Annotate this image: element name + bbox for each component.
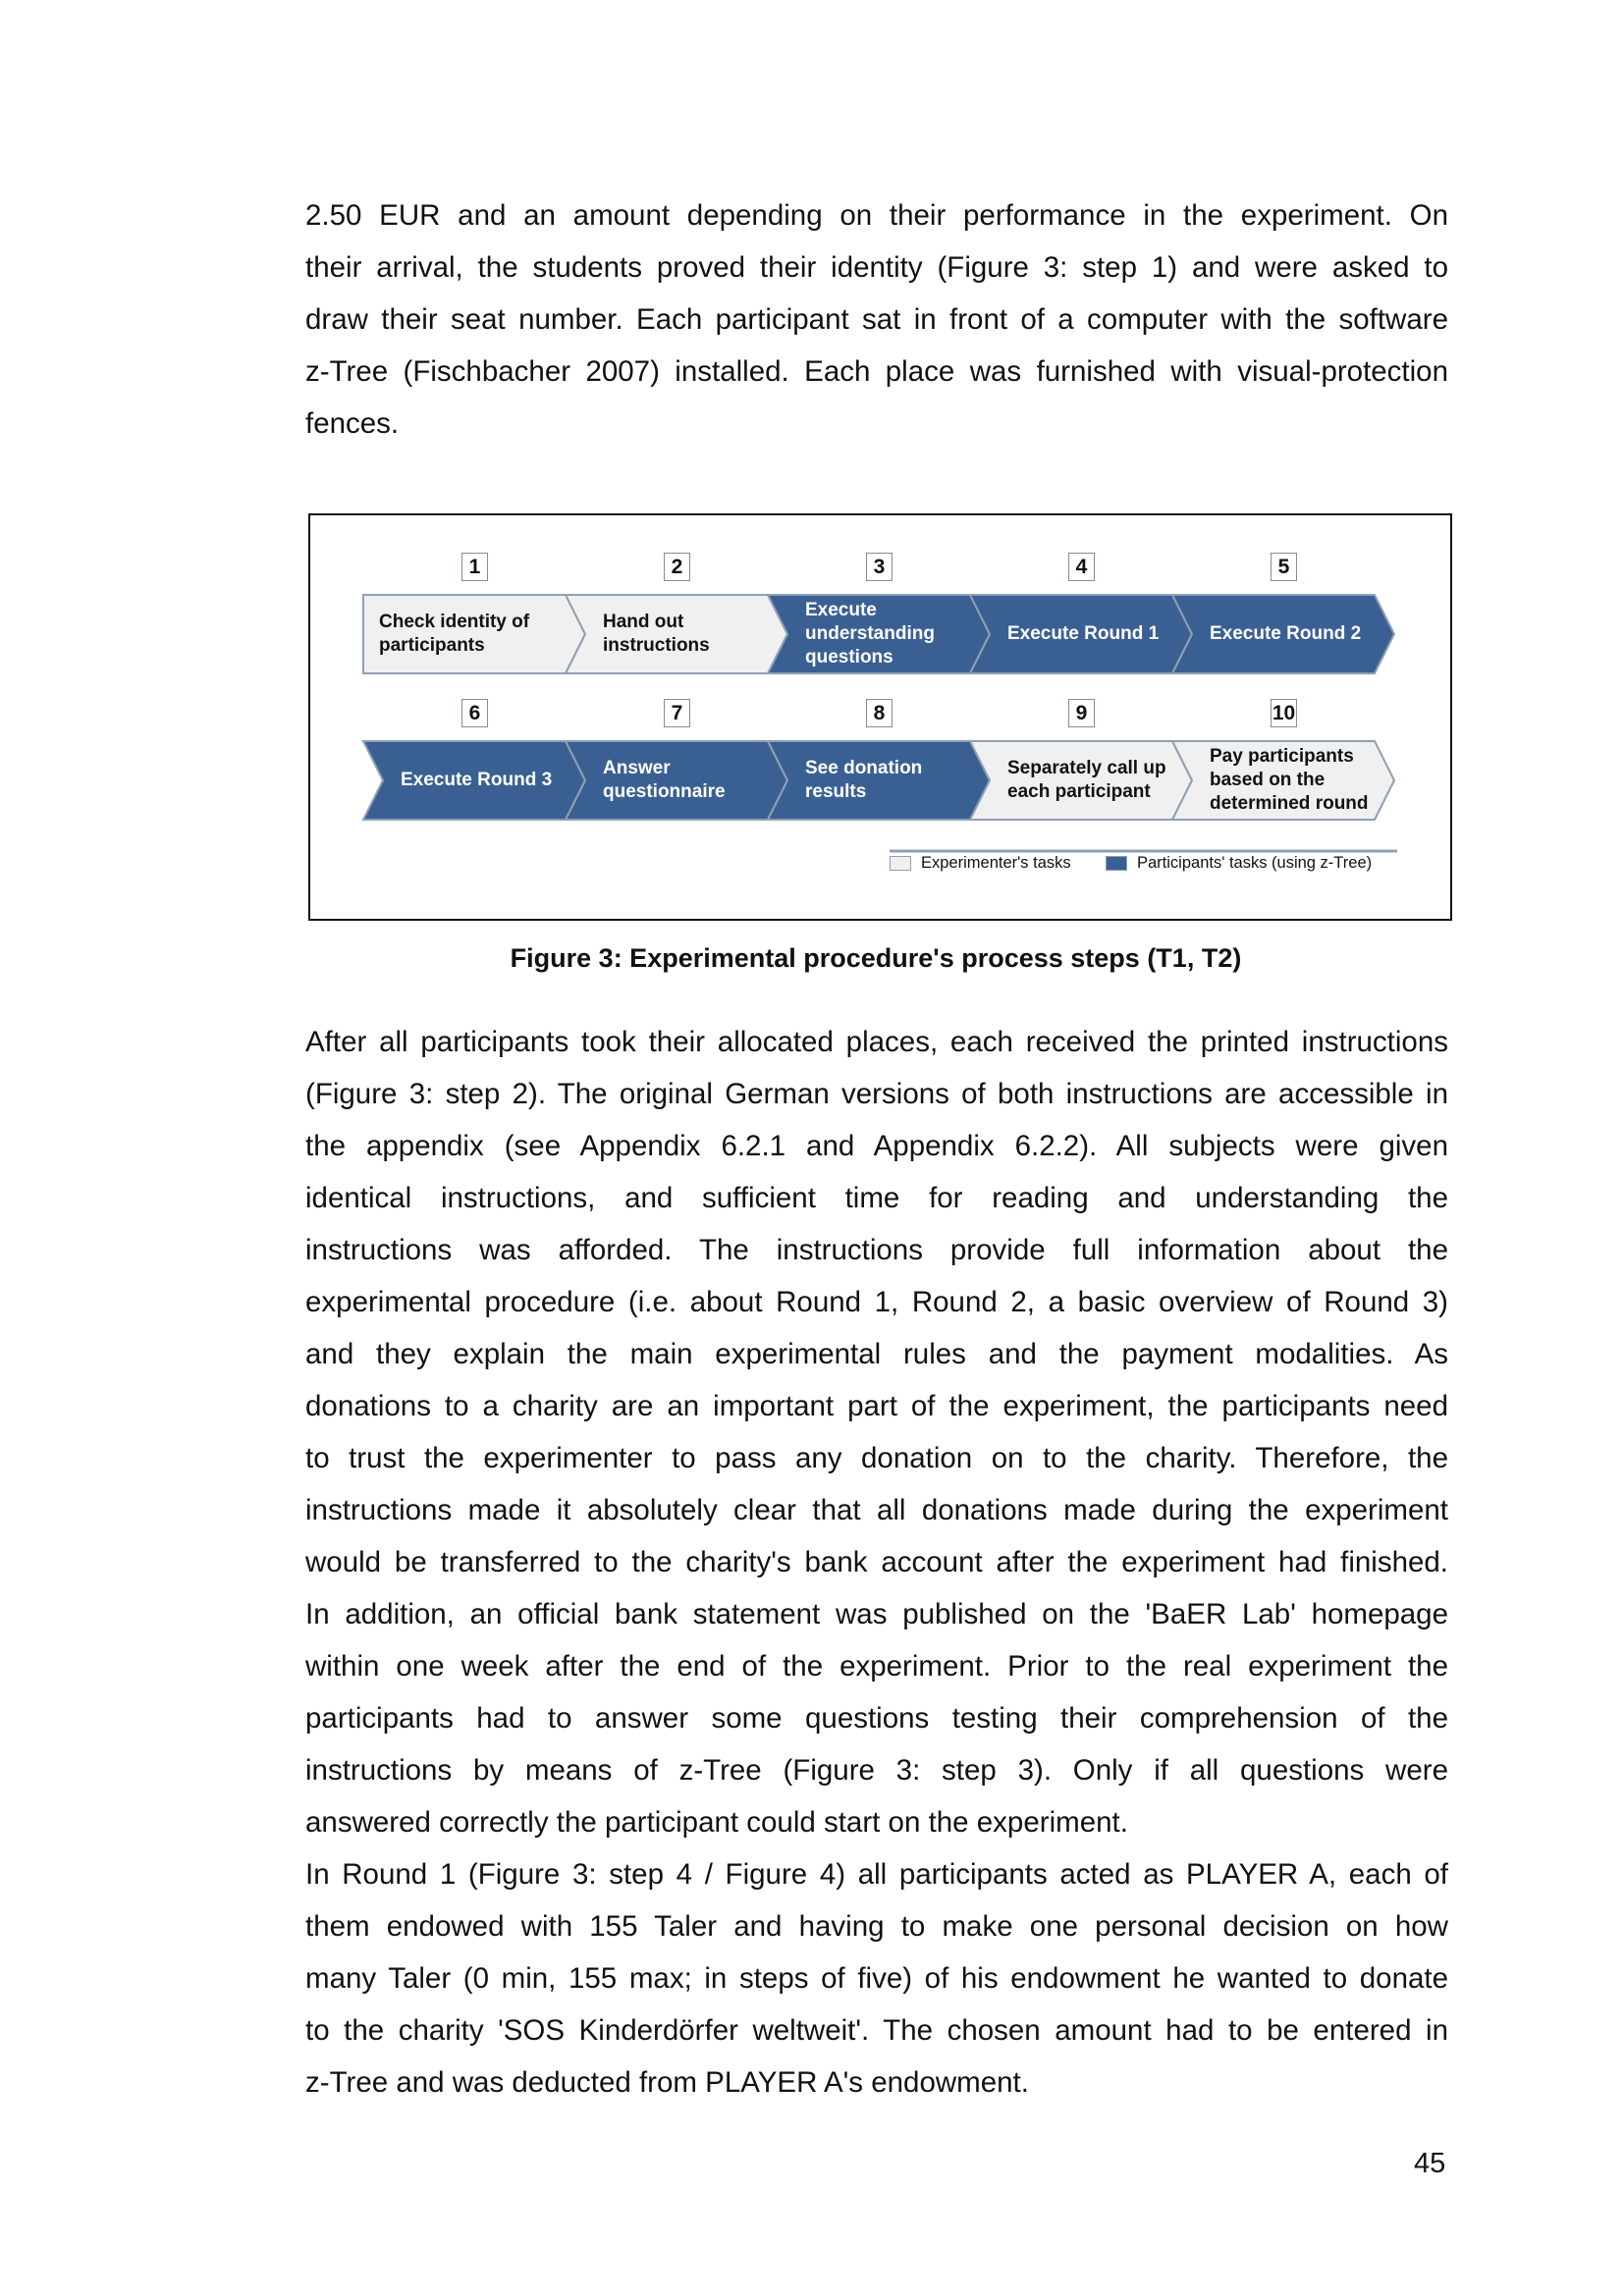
text-line: (Figure 3: step 2). The original German versions of both instructions are accessible in — [305, 1078, 1448, 1110]
step-label-10: Pay participants based on the determined round — [1210, 746, 1369, 814]
text-line: donations to a charity are an important part of the experiment, the participants need — [305, 1390, 1448, 1422]
step-number-7: 7 — [664, 699, 690, 727]
step-number-4: 4 — [1068, 553, 1095, 581]
legend-label-experimenter: Experimenter's tasks — [921, 854, 1071, 872]
step-label-2: Hand out instructions — [603, 612, 710, 656]
text-line: After all participants took their allocated places, each received the printed instructions — [305, 1026, 1448, 1058]
step-number-6: 6 — [461, 699, 488, 727]
step-label-6: Execute Round 3 — [401, 770, 553, 790]
text-line: z-Tree (Fischbacher 2007) installed. Each place was furnished with visual-protection — [305, 355, 1448, 388]
text-line: them endowed with 155 Taler and having to make one personal decision on how — [305, 1910, 1448, 1943]
page-number: 45 — [1414, 2148, 1446, 2179]
paragraph-2 — [305, 1016, 1448, 1848]
text-line: many Taler (0 min, 155 max; in steps of five) of his endowment he wanted to donate — [305, 1962, 1448, 1995]
step-number-9: 9 — [1068, 699, 1095, 727]
text-line: instructions by means of z-Tree (Figure 3: step 3). Only if all questions were — [305, 1754, 1448, 1787]
legend-participant — [1106, 854, 1372, 873]
paragraph-3 — [305, 1848, 1448, 2109]
step-label-4: Execute Round 1 — [1007, 623, 1160, 644]
text-line: instructions was afforded. The instructions provide full information about the — [305, 1234, 1448, 1266]
step-number-3: 3 — [866, 553, 893, 581]
text-line: experimental procedure (i.e. about Round 1, Round 2, a basic overview of Round 3) — [305, 1286, 1448, 1318]
step-label-5: Execute Round 2 — [1210, 623, 1362, 644]
text-line: would be transferred to the charity's bank account after the experiment had finished. — [305, 1546, 1448, 1578]
step-number-2: 2 — [664, 553, 690, 581]
legend-swatch-participant — [1106, 856, 1127, 871]
text-line: to the charity 'SOS Kinderdörfer weltweit'. The chosen amount had to be entered in — [305, 2014, 1448, 2047]
text-line: and they explain the main experimental rules and the payment modalities. As — [305, 1338, 1448, 1370]
text-line: In Round 1 (Figure 3: step 4 / Figure 4) all participants acted as PLAYER A, each of — [305, 1858, 1448, 1891]
text-line: draw their seat number. Each participant sat in front of a computer with the software — [305, 303, 1448, 336]
step-number-8: 8 — [866, 699, 893, 727]
process-chevrons — [0, 0, 1624, 982]
text-line: 2.50 EUR and an amount depending on their performance in the experiment. On — [305, 199, 1448, 232]
step-label-8: See donation results — [805, 758, 923, 802]
step-label-3: Execute understanding questions — [805, 600, 935, 667]
text-line: to trust the experimenter to pass any donation on to the charity. Therefore, the — [305, 1442, 1448, 1474]
text-line: z-Tree and was deducted from PLAYER A's endowment. — [305, 2066, 1029, 2099]
text-line: instructions made it absolutely clear that all donations made during the experiment — [305, 1494, 1448, 1526]
text-line: participants had to answer some questions testing their comprehension of the — [305, 1702, 1448, 1735]
text-line: fences. — [305, 407, 400, 440]
step-label-7: Answer questionnaire — [603, 758, 726, 802]
text-line: the appendix (see Appendix 6.2.1 and Appendix 6.2.2). All subjects were given — [305, 1130, 1448, 1162]
legend-label-participant: Participants' tasks (using z-Tree) — [1137, 854, 1373, 872]
step-number-10: 10 — [1271, 699, 1297, 727]
text-line: identical instructions, and sufficient time for reading and understanding the — [305, 1182, 1448, 1214]
text-line: their arrival, the students proved their identity (Figure 3: step 1) and were asked to — [305, 251, 1448, 284]
text-line: In addition, an official bank statement was published on the 'BaER Lab' homepage — [305, 1598, 1448, 1630]
text-line: answered correctly the participant could start on the experiment. — [305, 1806, 1128, 1839]
step-label-9: Separately call up each participant — [1007, 758, 1166, 802]
step-label-1: Check identity of participants — [379, 612, 530, 656]
text-line: within one week after the end of the experiment. Prior to the real experiment the — [305, 1650, 1448, 1682]
legend-experimenter — [890, 854, 1071, 873]
step-number-1: 1 — [461, 553, 488, 581]
legend-swatch-experimenter — [890, 856, 911, 871]
figure-caption: Figure 3: Experimental procedure's process steps (T1, T2) — [510, 943, 1242, 973]
step-number-5: 5 — [1271, 553, 1297, 581]
